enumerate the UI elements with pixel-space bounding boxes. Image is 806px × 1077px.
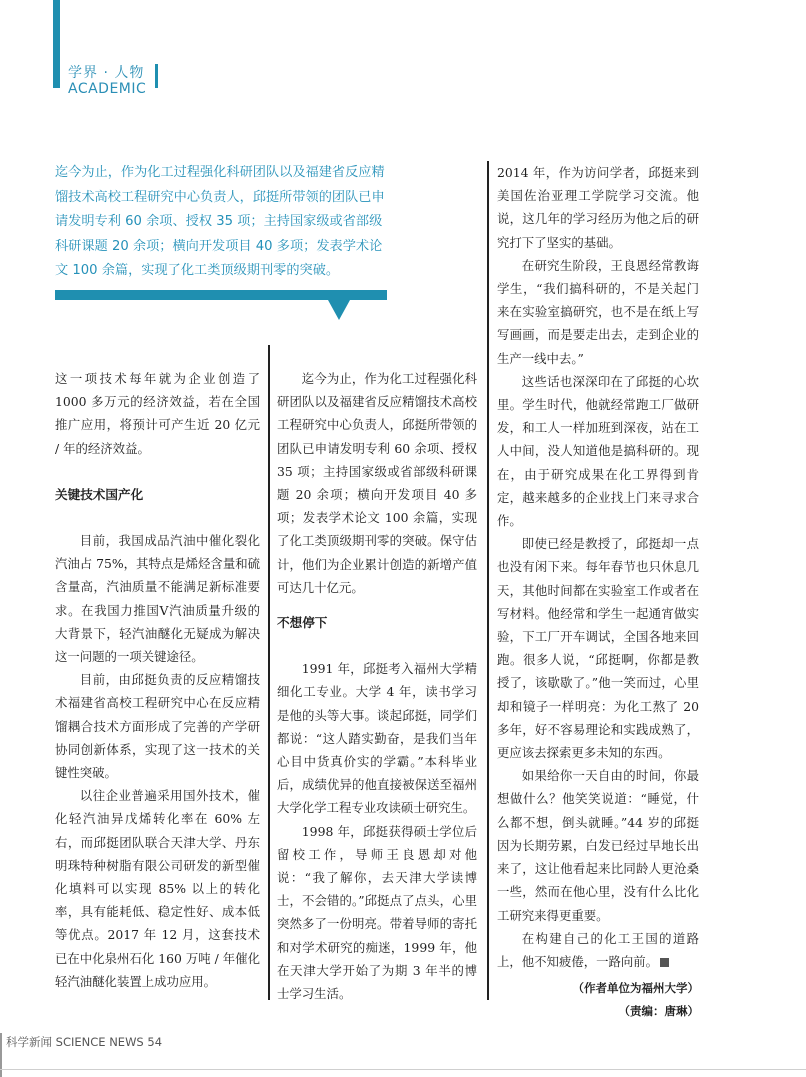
paragraph: 这些话也深深印在了邱挺的心坎里。学生时代，他就经常跑工厂做研发，和工人一样加班到深夜，站在工人中间，没人知道他是搞科研的。现在，由于研究成果在化工界得到肯定，越来越多的企业找上门来寻求合作。: [497, 373, 699, 529]
section-title-cn: 学界 · 人物: [68, 65, 145, 81]
paragraph: 1991 年，邱挺考入福州大学精细化工专业。大学 4 年，读书学习是他的头等大事。谈起邱挺，同学们都说：“这人踏实勤奋，是我们当年心目中货真价实的学霸。”本科毕业后，成绩优异的他直接被保送至福州大学化学工程专业攻读硕士研究生。: [277, 661, 477, 816]
header-tick-mark: [155, 64, 158, 88]
column-divider-2: [487, 161, 489, 1000]
paragraph: 目前，我国成品汽油中催化裂化汽油占 75%，其特点是烯烃含量和硫含量高，汽油质量不能满足新标准要求。在我国力推国Ⅴ汽油质量升级的大背景下，轻汽油醚化无疑成为解决这一问题的一项关键途径。: [55, 533, 260, 665]
intro-underline-bar: [55, 290, 387, 300]
intro-callout: 迄今为止，作为化工过程强化科研团队以及福建省反应精馏技术高校工程研究中心负责人，邱挺所带领的团队已申请发明专利 60 余项、授权 35 项；主持国家级或省部级科研课题 20 余项；横向开发项目 40 多项；发表学术论文 100 余篇，实现了化工类顶级期刊零的突破。: [55, 165, 385, 278]
paragraph: 在研究生阶段，王良恩经常教诲学生，“我们搞科研的，不是关起门来在实验室搞研究，也不是在纸上写写画画，而是要走出去，走到企业的生产一线中去。”: [497, 257, 699, 366]
paragraph: 以往企业普遍采用国外技术，催化轻汽油异戊烯转化率在 60% 左右，而邱挺团队联合天津大学、丹东明珠特种树脂有限公司研发的新型催化填料可以实现 85% 以上的转化率，具有能耗低、稳定性好、成本低等优点。2017 年 12 月，这套技术已在中化泉州石化 160 万吨 / 年催化轻汽油醚化装置上成功应用。: [55, 788, 260, 989]
section-heading: 不想停下: [277, 615, 328, 631]
end-mark-icon: [660, 958, 669, 967]
section-header: [68, 62, 146, 97]
column-divider-1: [268, 345, 270, 1000]
article-column-2: [277, 367, 477, 1005]
paragraph-final-text: 在构建自己的化工王国的道路上，他不知疲倦，一路向前。: [497, 930, 699, 969]
footer-divider: [0, 1069, 806, 1070]
paragraph: 这一项技术每年就为企业创造了 1000 多万元的经济效益，若在全国推广应用，将预计可产生近 20 亿元 / 年的经济效益。: [55, 371, 260, 456]
header-accent-bar: [53, 0, 60, 88]
footer-accent-bar: [0, 1033, 2, 1077]
author-affiliation: （作者单位为福州大学）: [572, 981, 699, 996]
article-column-3: [497, 161, 699, 1024]
paragraph: 迄今为止，作为化工过程强化科研团队以及福建省反应精馏技术高校工程研究中心负责人，邱挺所带领的团队已申请发明专利 60 余项、授权 35 项；主持国家级或省部级科研课题 20 余项；横向开发项目 40 多项；发表学术论文 100 余篇，实现了化工类顶级期刊零的突破。保守估计，他们为企业累计创造的新增产值可达几十亿元。: [277, 371, 477, 595]
paragraph: 即使已经是教授了，邱挺却一点也没有闲下来。每年春节也只休息几天，其他时间都在实验室工作或者在写材料。他经常和学生一起通宵做实验，下工厂开车调试，全国各地来回跑。很多人说，“邱挺啊，你都是教授了，该歇歇了。”他一笑而过，心里却和镜子一样明亮：为化工熬了 20 多年，好不容易理论和实践成熟了，更应该去探索更多未知的东西。: [497, 536, 699, 761]
paragraph: 1998 年，邱挺获得硕士学位后留校工作，导师王良恩却对他说：“我了解你，去天津大学读博士，不会错的。”邱挺点了点头，心里突然多了一份明亮。带着导师的寄托和对学术研究的痴迷，1999 年，他在天津大学开始了为期 3 年半的博士学习生活。: [277, 823, 477, 1002]
paragraph: 目前，由邱挺负责的反应精馏技术福建省高校工程研究中心在反应精馏耦合技术方面形成了完善的产学研协同创新体系，实现了这一技术的关键性突破。: [55, 672, 260, 781]
paragraph: 2014 年，作为访问学者，邱挺来到美国佐治亚理工学院学习交流。他说，这几年的学习经历为他之后的研究打下了坚实的基础。: [497, 165, 699, 250]
editor-credit: （责编：唐琳）: [618, 1004, 699, 1019]
paragraph: 如果给你一天自由的时间，你最想做什么？他笑笑说道：“睡觉，什么都不想，倒头就睡。”44 岁的邱挺因为长期劳累，白发已经过早地长出来了，这让他看起来比同龄人更沧桑一些，然而在他心里，没有什么比化工研究来得更重要。: [497, 768, 699, 923]
intro-pointer-triangle: [328, 300, 350, 320]
section-title-en: ACADEMIC: [68, 81, 147, 97]
paragraph-final: [497, 927, 699, 973]
article-column-1: [55, 367, 260, 993]
section-heading: 关键技术国产化: [55, 486, 144, 502]
page-footer: 科学新闻 SCIENCE NEWS 54: [6, 1035, 163, 1049]
